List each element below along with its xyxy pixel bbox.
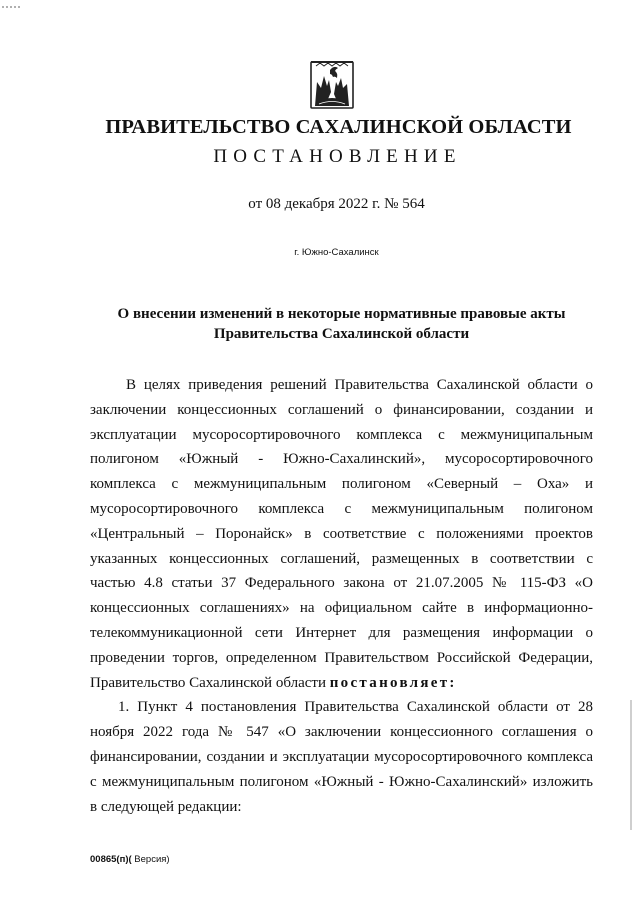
body-line: полигоном «Южный - Южно-Сахалинский», мусоросортировочного (90, 451, 593, 468)
body-line: эксплуатации мусоросортировочного комплекса с межмуниципальным (90, 426, 593, 443)
body-line: финансировании, создании и эксплуатации мусоросортировочного комплекса (90, 748, 593, 765)
doc-code: 00865(п)( (90, 854, 132, 865)
body-line: телекоммуникационной сети Интернет для размещения информации о (90, 624, 593, 641)
doc-version: Версия) (131, 854, 170, 865)
body-line: В целях приведения решений Правительства Сахалинской области о (126, 377, 593, 393)
document-type: ПОСТАНОВЛЕНИЕ (213, 146, 462, 167)
body-line: проведении торгов, определенном Правительством Российской Федерации, (90, 649, 593, 666)
body-line: в следующей редакции: (90, 798, 242, 815)
body-line: мусоросортировочного комплекса с межмуниципальным полигоном (90, 500, 593, 517)
scan-edge-mark (630, 700, 632, 830)
document-body (90, 373, 593, 819)
body-line (90, 671, 593, 696)
government-title: ПРАВИТЕЛЬСТВО САХАЛИНСКОЙ ОБЛАСТИ (105, 116, 572, 138)
resolution-keyword: постановляет: (329, 674, 457, 691)
coat-of-arms-icon (307, 58, 357, 110)
scan-corner-mark (2, 0, 20, 8)
body-text: Правительство Сахалинской области (90, 674, 330, 691)
body-line: 1. Пункт 4 постановления Правительства Сахалинской области от 28 (118, 699, 593, 716)
body-line: с межмуниципальным полигоном «Южный - Южно-Сахалинский» изложить (90, 773, 593, 790)
body-line: указанных концессионных соглашений, размещенных в соответствии с (90, 550, 593, 567)
subject-line: О внесении изменений в некоторые нормативные правовые акты (117, 306, 566, 322)
document-city: г. Южно-Сахалинск (294, 247, 379, 258)
body-line: концессионных соглашениях» на официальном сайте в информационно- (90, 600, 593, 617)
document-subject (90, 304, 593, 344)
body-line: частью 4.8 статьи 37 Федерального закона от 21.07.2005 № 115-ФЗ «О (90, 575, 593, 592)
body-line: «Центральный – Поронайск» в соответствие с положениями проектов (90, 525, 593, 542)
body-line: ноября 2022 года № 547 «О заключении концессионного соглашения о (90, 724, 593, 741)
footer-doc-code (90, 854, 170, 865)
body-line: комплекса с межмуниципальным полигоном «Северный – Оха» и (90, 476, 593, 493)
document-date-number: от 08 декабря 2022 г. № 564 (248, 196, 425, 212)
body-line: заключении концессионных соглашений о финансировании, создании и (90, 401, 593, 418)
subject-line: Правительства Сахалинской области (213, 326, 470, 342)
